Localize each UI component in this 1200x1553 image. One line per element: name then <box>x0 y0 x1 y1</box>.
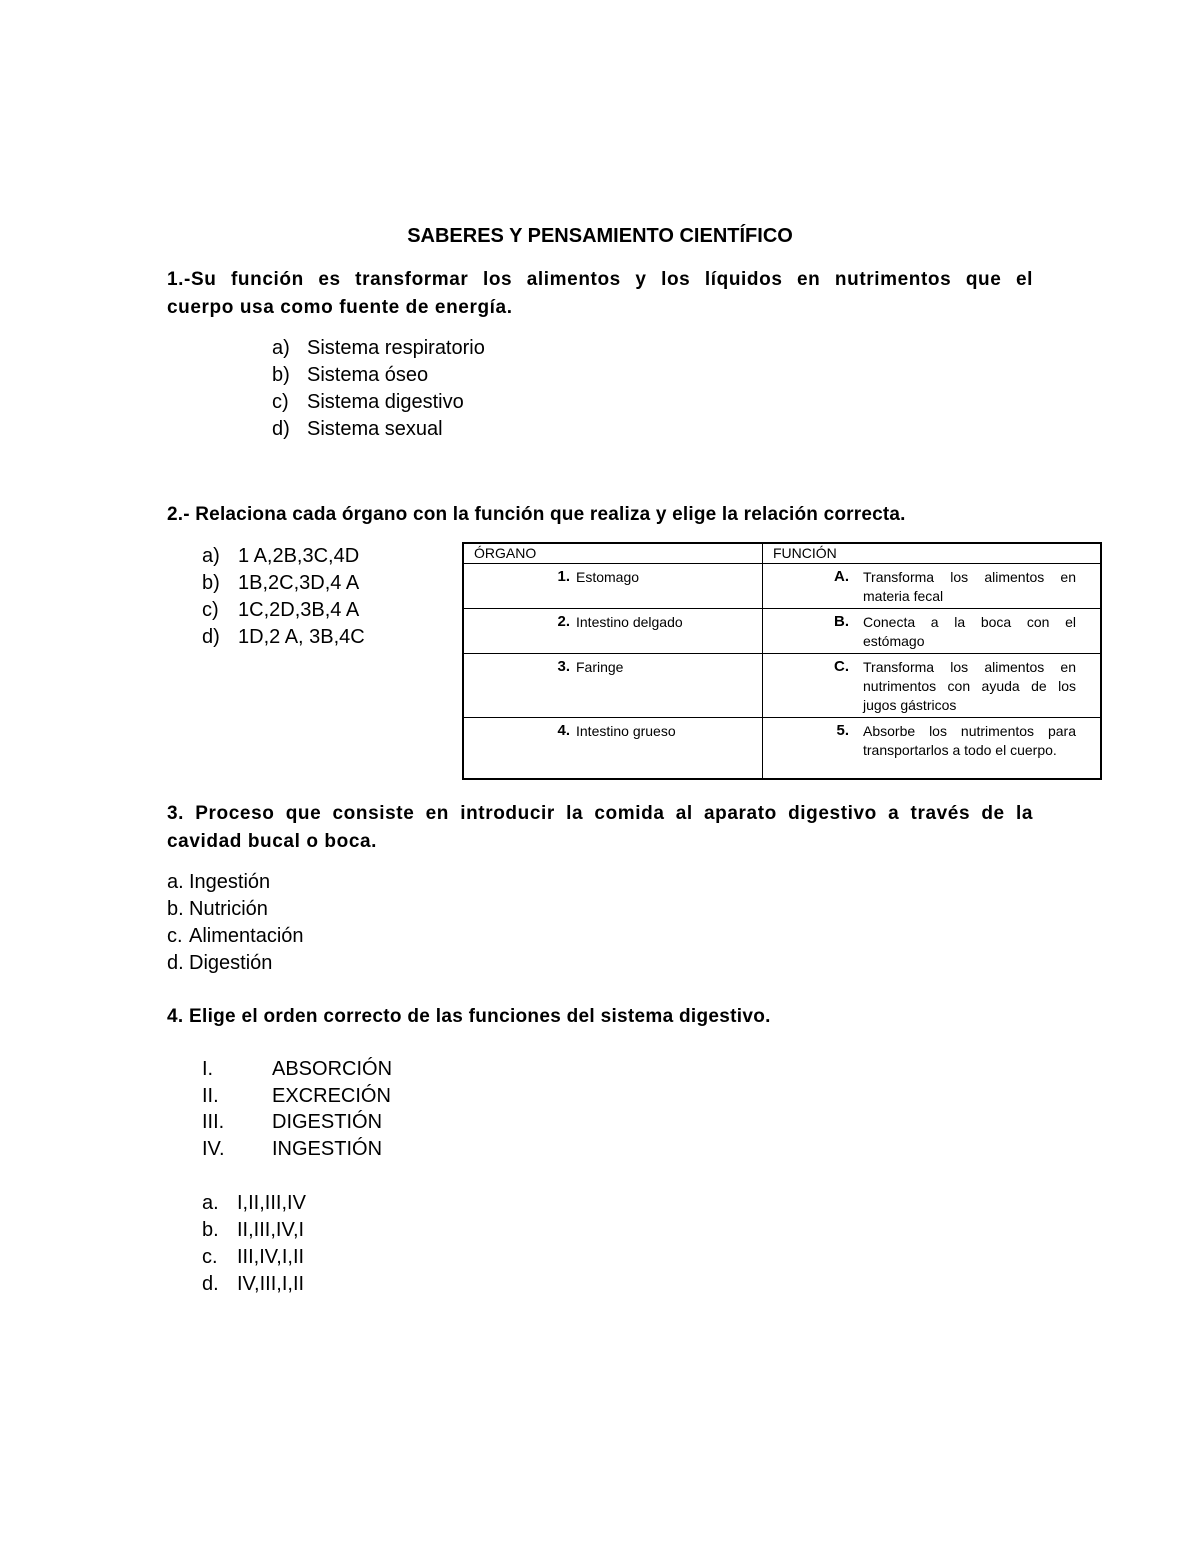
item-marker: IV. <box>202 1138 225 1160</box>
item-marker: III. <box>202 1111 225 1133</box>
function-letter: 5. <box>836 722 849 739</box>
question-1-line-2: cuerpo usa como fuente de energía. <box>167 297 513 318</box>
function-text: Conecta a la boca con el estómago <box>863 614 1076 649</box>
option-text: II,III,IV,I <box>237 1219 305 1241</box>
question-4-item-iv <box>202 1136 382 1163</box>
question-3-option-d[interactable] <box>167 950 272 977</box>
option-marker: c) <box>202 599 219 621</box>
question-3-option-a[interactable] <box>167 869 270 896</box>
function-text: Transforma los alimentos en nutrimentos con ayuda de los jugos gástricos <box>863 659 1076 713</box>
option-marker: a. <box>202 1192 219 1214</box>
organ-number: 4. <box>557 722 570 739</box>
question-4-option-d[interactable] <box>202 1271 304 1298</box>
table-row <box>463 718 1101 780</box>
organ-name: Intestino delgado <box>576 614 683 630</box>
option-marker: d) <box>202 626 220 648</box>
organ-number: 3. <box>557 658 570 675</box>
question-1-line-1: 1.-Su función es transformar los alimentos y los líquidos en nutrimentos que el <box>167 269 1033 290</box>
question-3-option-b[interactable] <box>167 896 268 923</box>
option-marker: a) <box>202 545 220 567</box>
option-marker: c) <box>272 391 289 413</box>
question-1-option-a[interactable] <box>272 335 485 362</box>
option-marker: d) <box>272 418 290 440</box>
item-text: INGESTIÓN <box>272 1138 383 1160</box>
question-4-text: 4. Elige el orden correcto de las funciones del sistema digestivo. <box>167 1006 771 1027</box>
function-text: Transforma los alimentos en materia fecal <box>863 569 1076 604</box>
option-marker: d. <box>202 1273 219 1295</box>
question-4-option-b[interactable] <box>202 1217 304 1244</box>
option-marker: b) <box>272 364 290 386</box>
function-letter: B. <box>834 613 849 630</box>
item-text: DIGESTIÓN <box>272 1111 383 1133</box>
question-2-option-b[interactable] <box>202 570 359 597</box>
question-2-text: 2.- Relaciona cada órgano con la función que realiza y elige la relación correcta. <box>167 504 906 525</box>
option-text: Sistema respiratorio <box>307 337 485 359</box>
organ-function-table <box>462 542 1102 780</box>
page-title: SABERES Y PENSAMIENTO CIENTÍFICO <box>407 225 793 247</box>
option-text: I,II,III,IV <box>237 1192 306 1214</box>
organ-name: Intestino grueso <box>576 723 676 739</box>
item-text: ABSORCIÓN <box>272 1058 393 1080</box>
option-marker: b. <box>202 1219 219 1241</box>
option-text: Sistema óseo <box>307 364 429 386</box>
option-marker: c. <box>167 925 183 947</box>
header-organ: ÓRGANO <box>463 543 763 564</box>
option-marker: b. <box>167 898 184 920</box>
function-text: Absorbe los nutrimentos para transportarlos a todo el cuerpo. <box>863 723 1076 758</box>
question-4-item-i <box>202 1056 392 1083</box>
option-text: Sistema sexual <box>307 418 443 440</box>
question-1-option-b[interactable] <box>272 362 428 389</box>
option-marker: b) <box>202 572 220 594</box>
function-letter: C. <box>834 658 849 675</box>
table-row <box>463 609 1101 654</box>
option-text: Digestión <box>189 952 273 974</box>
item-marker: II. <box>202 1085 219 1107</box>
option-text: Ingestión <box>189 871 271 893</box>
option-text: 1 A,2B,3C,4D <box>238 545 360 567</box>
question-3-line-2: cavidad bucal o boca. <box>167 831 378 852</box>
option-marker: d. <box>167 952 184 974</box>
option-marker: c. <box>202 1246 218 1268</box>
option-marker: a) <box>272 337 290 359</box>
option-text: 1D,2 A, 3B,4C <box>238 626 365 648</box>
table-header-row <box>463 543 1101 564</box>
question-3-line-1: 3. Proceso que consiste en introducir la comida al aparato digestivo a través de la <box>167 803 1033 824</box>
question-4-item-ii <box>202 1083 391 1110</box>
question-1-option-c[interactable] <box>272 389 464 416</box>
function-letter: A. <box>834 568 849 585</box>
option-text: 1C,2D,3B,4 A <box>238 599 360 621</box>
option-marker: a. <box>167 871 184 893</box>
question-4-item-iii <box>202 1109 382 1136</box>
question-2-option-a[interactable] <box>202 543 359 570</box>
item-marker: I. <box>202 1058 214 1080</box>
question-1-option-d[interactable] <box>272 416 443 443</box>
question-2-option-c[interactable] <box>202 597 359 624</box>
table-row <box>463 564 1101 609</box>
option-text: IV,III,I,II <box>237 1273 305 1295</box>
header-function: FUNCIÓN <box>763 543 1102 564</box>
organ-number: 2. <box>557 613 570 630</box>
option-text: III,IV,I,II <box>237 1246 305 1268</box>
item-text: EXCRECIÓN <box>272 1085 391 1107</box>
option-text: 1B,2C,3D,4 A <box>238 572 360 594</box>
question-4-option-c[interactable] <box>202 1244 304 1271</box>
option-text: Alimentación <box>189 925 304 947</box>
option-text: Nutrición <box>189 898 268 920</box>
option-text: Sistema digestivo <box>307 391 464 413</box>
organ-name: Estomago <box>576 569 640 585</box>
organ-number: 1. <box>557 568 570 585</box>
question-2-option-d[interactable] <box>202 624 365 651</box>
question-3-option-c[interactable] <box>167 923 304 950</box>
organ-name: Faringe <box>576 659 624 675</box>
table-row <box>463 654 1101 718</box>
question-4-option-a[interactable] <box>202 1190 306 1217</box>
